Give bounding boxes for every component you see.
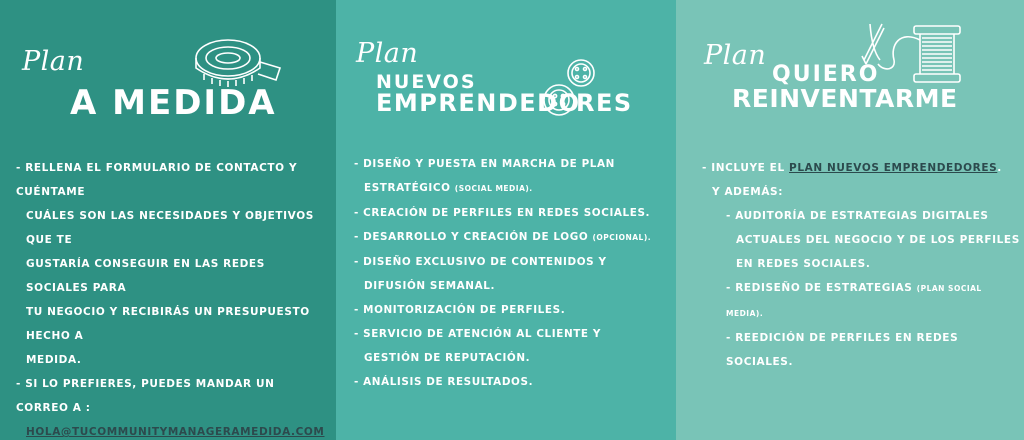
- thread-spool-icon: [860, 20, 970, 90]
- list-item: - INCLUYE EL PLAN NUEVOS EMPRENDEDORES.: [702, 162, 1002, 174]
- panel-title: A MEDIDA: [70, 83, 277, 123]
- panel-title-line3: RES: [576, 89, 633, 117]
- list-item: - CREACIÓN DE PERFILES EN REDES SOCIALES.: [354, 207, 651, 219]
- list-item: - DISEÑO Y PUESTA EN MARCHA DE PLAN: [354, 158, 615, 170]
- panel-title-line2: EMPRENDEDO: [376, 89, 581, 117]
- plan-label: Plan: [22, 46, 85, 77]
- panel-title-line1: QUIERO: [772, 62, 880, 87]
- plan-a-medida-panel: [0, 0, 336, 440]
- panel-title-line2: REINVENTARME: [732, 84, 958, 113]
- list-item: ACTUALES DEL NEGOCIO Y DE LOS PERFILES: [736, 234, 1020, 246]
- list-item: Y ADEMÁS:: [712, 186, 784, 198]
- plan-medida-list: [16, 156, 326, 440]
- email-link[interactable]: HOLA@TUCOMMUNITYMANAGERAMEDIDA.COM: [26, 426, 325, 438]
- plan-label: Plan: [704, 40, 767, 71]
- list-item: DIFUSIÓN SEMANAL.: [364, 280, 495, 292]
- list-item: GESTIÓN DE REPUTACIÓN.: [364, 352, 531, 364]
- list-item: - REDISEÑO DE ESTRATEGIAS (PLAN SOCIAL MEDIA).: [726, 282, 982, 318]
- buttons-icon: [526, 55, 596, 125]
- plan-label: Plan: [356, 38, 419, 69]
- list-item: - REEDICIÓN DE PERFILES EN REDES SOCIALES.: [726, 332, 959, 368]
- plan-nuevos-emprendedores-link[interactable]: PLAN NUEVOS EMPRENDEDORES: [789, 162, 998, 174]
- plan-reinventarme-list: [702, 156, 1020, 374]
- list-item: TU NEGOCIO Y RECIBIRÁS UN PRESUPUESTO HECHO A: [26, 306, 310, 342]
- list-item: - SI LO PREFIERES, PUEDES MANDAR UN CORREO A :: [16, 378, 275, 414]
- list-item: CUÁLES SON LAS NECESIDADES Y OBJETIVOS QUE TE: [26, 210, 314, 246]
- list-item: - ANÁLISIS DE RESULTADOS.: [354, 376, 534, 388]
- measuring-tape-icon: [190, 36, 290, 96]
- panel-title-line1: NUEVOS: [376, 71, 477, 93]
- list-item: - DESARROLLO Y CREACIÓN DE LOGO (OPCIONAL).: [354, 231, 652, 243]
- list-item: - MONITORIZACIÓN DE PERFILES.: [354, 304, 566, 316]
- list-item: - AUDITORÍA DE ESTRATEGIAS DIGITALES: [726, 210, 989, 222]
- list-item: ESTRATÉGICO (SOCIAL MEDIA).: [364, 182, 533, 194]
- list-item: GUSTARÍA CONSEGUIR EN LAS REDES SOCIALES PARA: [26, 258, 265, 294]
- list-item: - RELLENA EL FORMULARIO DE CONTACTO Y CUÉNTAME: [16, 162, 298, 198]
- list-item: - SERVICIO DE ATENCIÓN AL CLIENTE Y: [354, 328, 601, 340]
- plan-emprendedores-list: [354, 152, 664, 394]
- list-item: MEDIDA.: [26, 354, 82, 366]
- plan-nuevos-emprendedores-panel: [336, 0, 676, 440]
- list-item: EN REDES SOCIALES.: [736, 258, 871, 270]
- list-item: - DISEÑO EXCLUSIVO DE CONTENIDOS Y: [354, 256, 607, 268]
- plan-quiero-reinventarme-panel: [676, 0, 1024, 440]
